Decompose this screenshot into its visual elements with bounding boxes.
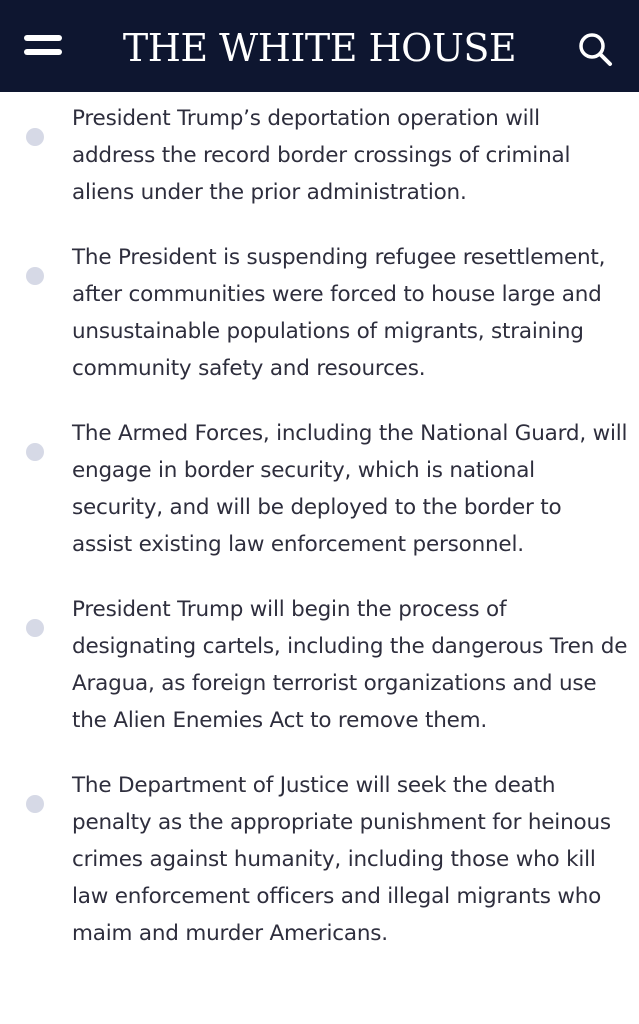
list-item-text: The Department of Justice will seek the death penalty as the appropriate punishment for heinous crimes against humanity, including those who kill law enforcement officers and illegal migrants who maim and murder Americans.: [72, 773, 611, 946]
list-item: [0, 415, 639, 563]
site-title[interactable]: THE WHITE HOUSE: [122, 26, 517, 70]
search-icon[interactable]: [574, 28, 616, 70]
bullet-list: [0, 92, 639, 980]
site-header: [0, 0, 639, 92]
list-item-text: President Trump’s deportation operation will address the record border crossings of criminal aliens under the prior administration.: [72, 106, 571, 205]
bullet-dot-icon: [26, 619, 44, 637]
list-item: [0, 100, 639, 211]
bullet-dot-icon: [26, 128, 44, 146]
list-item-text: The Armed Forces, including the National Guard, will engage in border security, which is national security, and will be deployed to the border to assist existing law enforcement personnel.: [72, 421, 628, 557]
list-item: [0, 591, 639, 739]
list-item: [0, 239, 639, 387]
list-item-text: The President is suspending refugee resettlement, after communities were forced to house large and unsustainable populations of migrants, straining community safety and resources.: [72, 245, 606, 381]
bullet-dot-icon: [26, 443, 44, 461]
bullet-dot-icon: [26, 267, 44, 285]
bullet-dot-icon: [26, 795, 44, 813]
list-item-text: President Trump will begin the process of designating cartels, including the dangerous Tren de Aragua, as foreign terrorist organizations and use the Alien Enemies Act to remove them.: [72, 597, 628, 733]
list-item: [0, 767, 639, 952]
